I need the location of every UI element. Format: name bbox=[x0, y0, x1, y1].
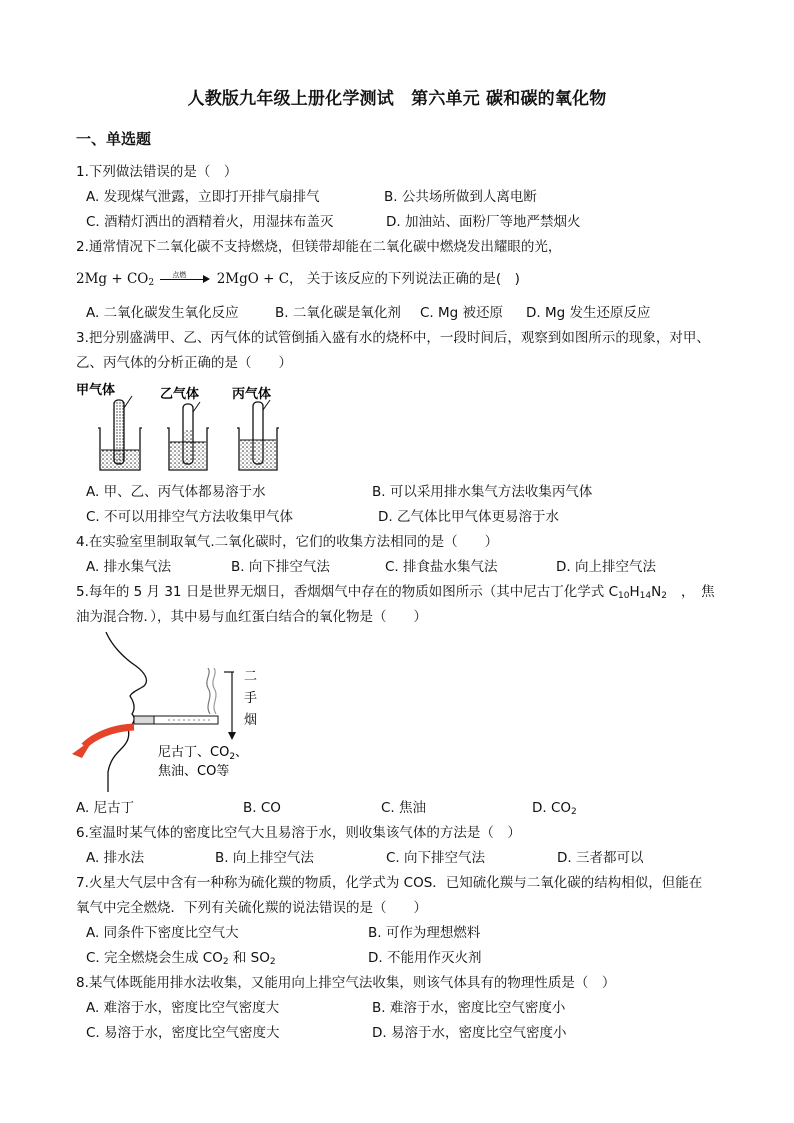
question-3-stem-line2: 乙、丙气体的分析正确的是（ ） bbox=[76, 355, 292, 371]
q2-stem-tail: ， 关于该反应的下列说法正确的是( ) bbox=[289, 271, 520, 287]
q8-option-b: B. 难溶于水，密度比空气密度小 bbox=[372, 1000, 566, 1016]
q3-test-tube-figure bbox=[74, 378, 284, 476]
question-5-stem-line2: 油为混合物．），其中易与血红蛋白结合的氧化物是（ ） bbox=[76, 609, 427, 625]
q4-option-d: D. 向上排空气法 bbox=[556, 559, 656, 575]
q4-option-a: A. 排水集气法 bbox=[86, 559, 172, 575]
q7-option-a: A. 同条件下密度比空气大 bbox=[86, 925, 239, 941]
label-gas-bing: 丙气体 bbox=[232, 387, 272, 402]
q3-option-c: C. 不可以用排空气方法收集甲气体 bbox=[86, 509, 294, 525]
q3-option-b: B. 可以采用排水集气方法收集丙气体 bbox=[372, 484, 593, 500]
label-second-hand-smoke-1: 二 bbox=[244, 669, 258, 684]
q3-option-a: A. 甲、乙、丙气体都易溶于水 bbox=[86, 484, 266, 500]
question-1-stem: 1.下列做法错误的是（ ） bbox=[76, 164, 238, 180]
question-6-stem: 6.室温时某气体的密度比空气大且易溶于水，则收集该气体的方法是（ ） bbox=[76, 825, 521, 841]
q1-option-d: D. 加油站、面粉厂等地严禁烟火 bbox=[386, 214, 581, 230]
cigarette-icon bbox=[134, 716, 218, 724]
question-7-stem-line1: 7.火星大气层中含有一种称为硫化羰的物质，化学式为 COS．已知硫化羰与二氧化碳的结构相似，但能在 bbox=[76, 875, 703, 891]
q5-option-a: A. 尼古丁 bbox=[76, 800, 135, 816]
q5-option-b: B. CO bbox=[243, 800, 281, 816]
q6-option-a: A. 排水法 bbox=[86, 850, 145, 866]
label-gas-yi: 乙气体 bbox=[160, 387, 200, 402]
q1-option-c: C. 酒精灯洒出的酒精着火，用湿抹布盖灭 bbox=[86, 214, 334, 230]
q8-option-c: C. 易溶于水，密度比空气密度大 bbox=[86, 1025, 280, 1041]
q7-option-b: B. 可作为理想燃料 bbox=[368, 925, 481, 941]
question-2-stem: 2.通常情况下二氧化碳不支持燃烧，但镁带却能在二氧化碳中燃烧发出耀眼的光， bbox=[76, 239, 562, 255]
q1-option-b: B. 公共场所做到人离电断 bbox=[384, 189, 537, 205]
q6-option-b: B. 向上排空气法 bbox=[215, 850, 314, 866]
question-7-stem-line2: 氧气中完全燃烧．下列有关硫化羰的说法错误的是（ ） bbox=[76, 900, 427, 916]
reaction-arrow-icon: 点燃 bbox=[160, 273, 210, 285]
question-4-stem: 4.在实验室里制取氧气.二氧化碳时，它们的收集方法相同的是（ ） bbox=[76, 534, 499, 550]
q2-option-b: B. 二氧化碳是氧化剂 bbox=[275, 305, 401, 321]
label-second-hand-smoke-3: 烟 bbox=[244, 713, 258, 728]
q2-option-a: A. 二氧化碳发生氧化反应 bbox=[86, 305, 239, 321]
label-second-hand-smoke-2: 手 bbox=[244, 691, 258, 706]
q2-equation-line bbox=[76, 269, 520, 289]
q3-option-d: D. 乙气体比甲气体更易溶于水 bbox=[378, 509, 559, 525]
label-substances-line2: 焦油、CO等 bbox=[158, 764, 230, 779]
q5-smoking-figure bbox=[72, 632, 272, 792]
label-substances-line1: 尼古丁、$CO_2$、 bbox=[158, 745, 249, 762]
question-5-stem-line1: 5.每年的 5 月 31 日是世界无烟日，香烟烟气中存在的物质如图所示（其中尼古丁化学式 $C_{10}H_{14}N_2$ ， 焦 bbox=[76, 584, 715, 601]
q6-option-c: C. 向下排空气法 bbox=[386, 850, 486, 866]
q2-option-d: D. Mg 发生还原反应 bbox=[526, 305, 651, 321]
label-gas-jia: 甲气体 bbox=[76, 383, 116, 398]
q5-option-d: D. $CO_2$ bbox=[532, 800, 577, 817]
smoke-swirl-icon bbox=[207, 668, 210, 714]
q6-option-d: D. 三者都可以 bbox=[557, 850, 644, 866]
beaker-yi bbox=[167, 402, 209, 470]
q4-option-c: C. 排食盐水集气法 bbox=[385, 559, 498, 575]
section-heading: 一、单选题 bbox=[76, 130, 152, 148]
question-3-stem-line1: 3.把分别盛满甲、乙、丙气体的试管倒插入盛有水的烧杯中，一段时间后，观察到如图所示的现象，对甲、 bbox=[76, 330, 710, 346]
equation-reactants: $2Mg + CO_2$ bbox=[76, 271, 155, 288]
page-title: 人教版九年级上册化学测试 第六单元 碳和碳的氧化物 bbox=[187, 89, 607, 109]
q8-option-a: A. 难溶于水，密度比空气密度大 bbox=[86, 1000, 280, 1016]
equation-products: 2MgO + C bbox=[216, 271, 290, 287]
q5-option-c: C. 焦油 bbox=[381, 800, 427, 816]
q7-option-c: C. 完全燃烧会生成 $CO_2$ 和 $SO_2$ bbox=[86, 950, 276, 967]
q1-option-a: A. 发现煤气泄露，立即打开排气扇排气 bbox=[86, 189, 320, 205]
q8-option-d: D. 易溶于水，密度比空气密度小 bbox=[372, 1025, 567, 1041]
q2-option-c: C. Mg 被还原 bbox=[420, 305, 504, 321]
beaker-jia bbox=[98, 396, 142, 470]
q7-option-d: D. 不能用作灭火剂 bbox=[368, 950, 482, 966]
question-8-stem: 8.某气体既能用排水法收集，又能用向上排空气法收集，则该气体具有的物理性质是（ ） bbox=[76, 975, 616, 991]
q4-option-b: B. 向下排空气法 bbox=[231, 559, 330, 575]
face-profile-outline bbox=[106, 632, 146, 792]
beaker-bing bbox=[237, 400, 279, 470]
